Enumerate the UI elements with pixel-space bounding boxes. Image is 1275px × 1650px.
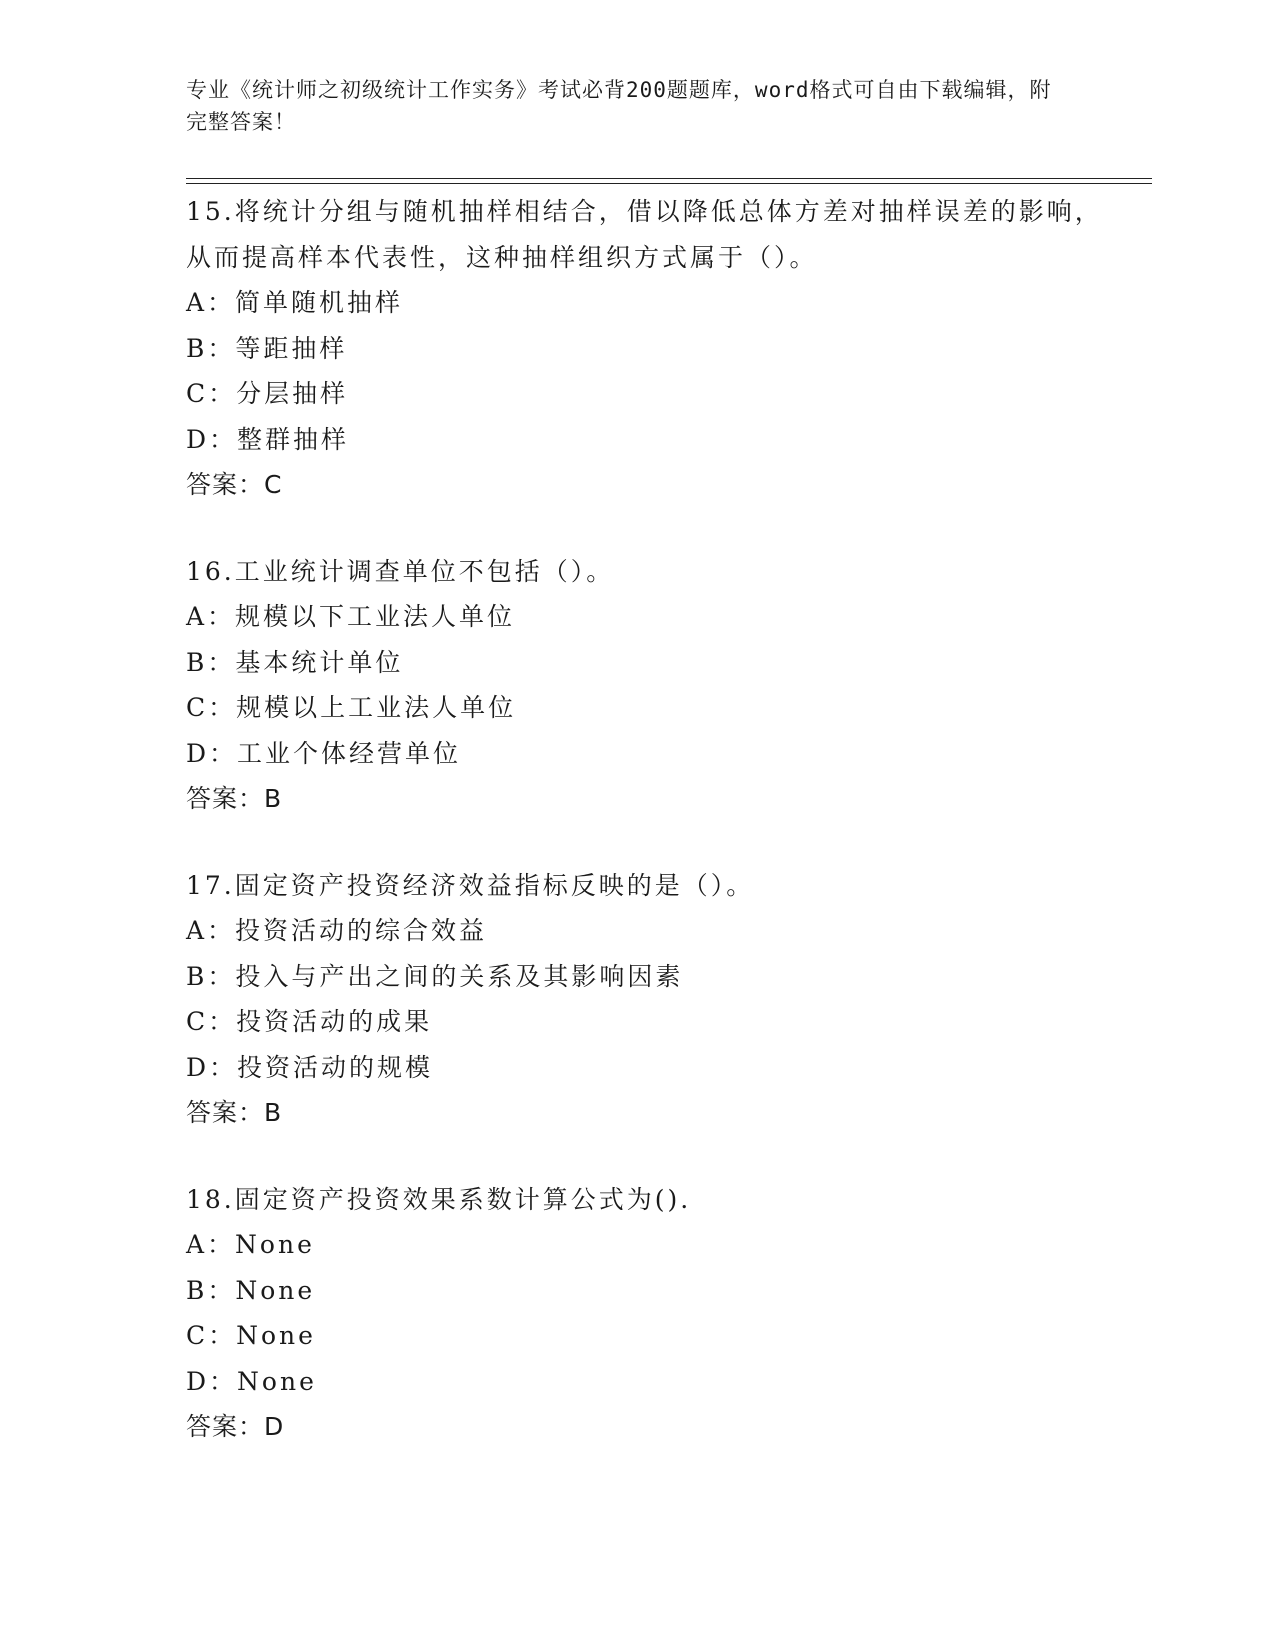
option-c: C：None xyxy=(186,1321,316,1350)
question-15 xyxy=(186,189,1106,508)
header-divider-bottom xyxy=(186,183,1152,184)
option-b: B：等距抽样 xyxy=(186,333,348,363)
option-a: A：None xyxy=(186,1230,315,1259)
question-text: 18.固定资产投资效果系数计算公式为(). xyxy=(186,1184,692,1214)
question-text: 15.将统计分组与随机抽样相结合，借以降低总体方差对抽样误差的影响，从而提高样本代表性，这种抽样组织方式属于（）。 xyxy=(186,197,1103,272)
question-17 xyxy=(186,863,1106,1136)
option-a: A：简单随机抽样 xyxy=(186,288,404,317)
header-divider-top xyxy=(186,178,1152,179)
option-b: B：基本统计单位 xyxy=(186,647,404,677)
option-c: C：投资活动的成果 xyxy=(186,1007,433,1036)
option-c: C：规模以上工业法人单位 xyxy=(186,693,517,722)
option-b: B：None xyxy=(186,1275,316,1305)
option-d: D：投资活动的规模 xyxy=(186,1052,434,1082)
option-a: A：规模以下工业法人单位 xyxy=(186,602,516,631)
option-c: C：分层抽样 xyxy=(186,379,349,408)
question-18 xyxy=(186,1177,1106,1450)
question-16 xyxy=(186,549,1106,822)
question-list xyxy=(186,189,1106,1491)
option-d: D：工业个体经营单位 xyxy=(186,738,462,768)
option-d: D：整群抽样 xyxy=(186,424,350,454)
option-a: A：投资活动的综合效益 xyxy=(186,916,488,945)
answer-line: 答案：B xyxy=(186,1098,283,1127)
option-b: B：投入与产出之间的关系及其影响因素 xyxy=(186,961,684,991)
document-header xyxy=(186,74,1066,138)
answer-line: 答案：D xyxy=(186,1412,285,1441)
option-d: D：None xyxy=(186,1366,317,1396)
header-text: 专业《统计师之初级统计工作实务》考试必背200题题库，word格式可自由下载编辑，附完整答案！ xyxy=(186,78,1052,134)
question-text: 17.固定资产投资经济效益指标反映的是（）。 xyxy=(186,870,755,900)
answer-line: 答案：C xyxy=(186,470,283,499)
answer-line: 答案：B xyxy=(186,784,283,813)
question-text: 16.工业统计调查单位不包括（）。 xyxy=(186,556,615,586)
